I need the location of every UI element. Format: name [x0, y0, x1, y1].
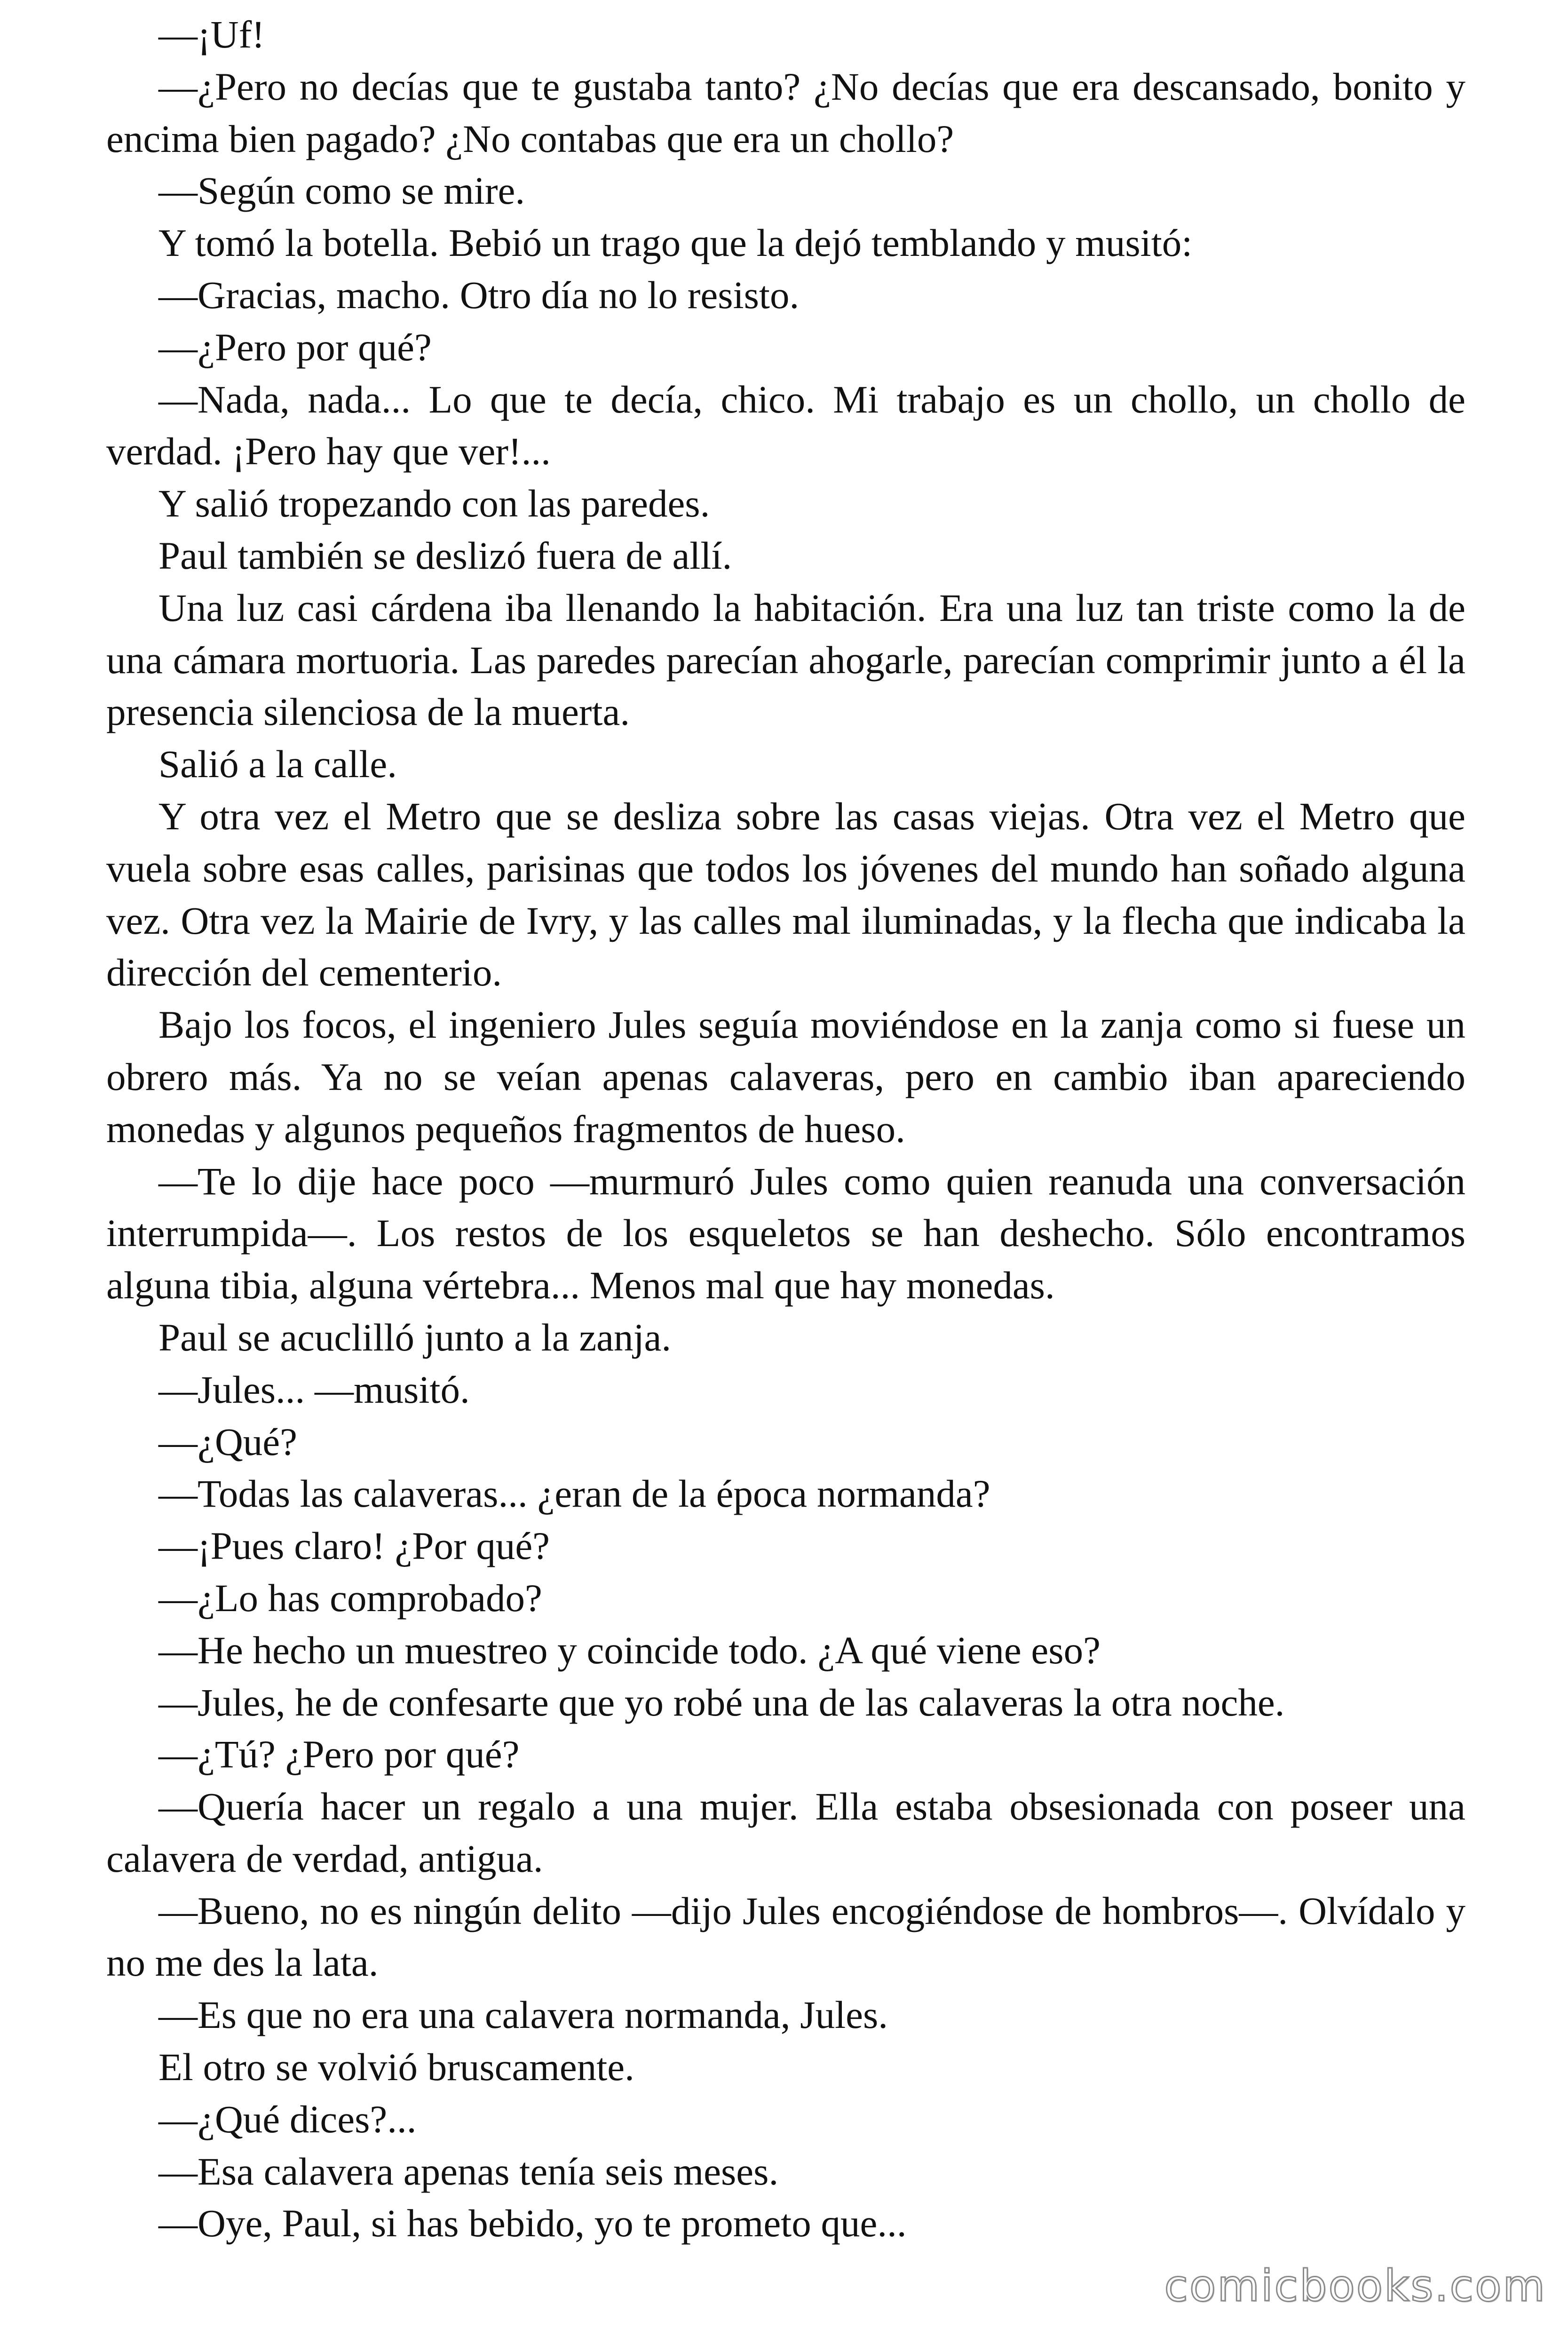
paragraph: —¿Qué dices?...: [158, 2097, 417, 2141]
watermark-logo: comicbooks.com: [1164, 2261, 1546, 2311]
paragraph: —Es que no era una calavera normanda, Jules.: [158, 1993, 888, 2037]
paragraph: —¿Qué?: [158, 1420, 297, 1463]
paragraph: Una luz casi cárdena iba llenando la habitación. Era una luz tan triste como la de una cámara mortuoria. Las paredes parecían ahogarle, parecían comprimir junto a él la presencia silenciosa de la muerta.: [106, 586, 1465, 734]
paragraph: —¡Uf!: [158, 13, 265, 56]
paragraph: —Jules, he de confesarte que yo robé una de las calaveras la otra noche.: [158, 1680, 1285, 1724]
paragraph: —¿Pero no decías que te gustaba tanto? ¿No decías que era descansado, bonito y encima bien pagado? ¿No contabas que era un chollo?: [106, 64, 1465, 160]
paragraph: Y otra vez el Metro que se desliza sobre las casas viejas. Otra vez el Metro que vuela sobre esas calles, parisinas que todos los jóvenes del mundo han soñado alguna vez. Otra vez la Mairie de Ivry, y las calles mal iluminadas, y la flecha que indicaba la dirección del cementerio.: [106, 794, 1465, 994]
paragraph: Y salió tropezando con las paredes.: [158, 482, 710, 525]
paragraph: —Quería hacer un regalo a una mujer. Ella estaba obsesionada con poseer una calavera de verdad, antigua.: [106, 1785, 1465, 1880]
paragraph: —Según como se mire.: [158, 169, 525, 213]
paragraph: —¿Pero por qué?: [158, 325, 432, 369]
paragraph: Y tomó la botella. Bebió un trago que la dejó temblando y musitó:: [158, 221, 1193, 265]
paragraph: —¿Lo has comprobado?: [158, 1576, 542, 1620]
paragraph: —Te lo dije hace poco —murmuró Jules como quien reanuda una conversación interrumpida—. Los restos de los esqueletos se han deshecho. Sólo encontramos alguna tibia, alguna vértebra... Menos mal que hay monedas.: [106, 1159, 1465, 1307]
paragraph: Bajo los focos, el ingeniero Jules seguía moviéndose en la zanja como si fuese un obrero más. Ya no se veían apenas calaveras, pero en cambio iban apareciendo monedas y algunos pequeños fragmentos de hueso.: [106, 1003, 1465, 1151]
paragraph: —Todas las calaveras... ¿eran de la época normanda?: [158, 1472, 990, 1516]
paragraph: —¿Tú? ¿Pero por qué?: [158, 1732, 520, 1776]
paragraph: —Esa calavera apenas tenía seis meses.: [158, 2149, 779, 2193]
paragraph: —Nada, nada... Lo que te decía, chico. Mi trabajo es un chollo, un chollo de verdad. ¡Pero hay que ver!...: [106, 377, 1465, 473]
page-text: [106, 8, 1465, 2249]
paragraph: —Bueno, no es ningún delito —dijo Jules encogiéndose de hombros—. Olvídalo y no me des la lata.: [106, 1889, 1465, 1985]
paragraph: El otro se volvió bruscamente.: [158, 2045, 634, 2089]
paragraph: —He hecho un muestreo y coincide todo. ¿A qué viene eso?: [158, 1628, 1101, 1672]
paragraph: Paul también se deslizó fuera de allí.: [158, 533, 732, 577]
paragraph: —¡Pues claro! ¿Por qué?: [158, 1524, 550, 1568]
paragraph: —Gracias, macho. Otro día no lo resisto.: [158, 273, 800, 317]
paragraph: —Jules... —musitó.: [158, 1367, 470, 1411]
paragraph: —Oye, Paul, si has bebido, yo te prometo que...: [158, 2201, 907, 2245]
paragraph: Salió a la calle.: [158, 742, 397, 786]
paragraph: Paul se acuclilló junto a la zanja.: [158, 1315, 672, 1359]
